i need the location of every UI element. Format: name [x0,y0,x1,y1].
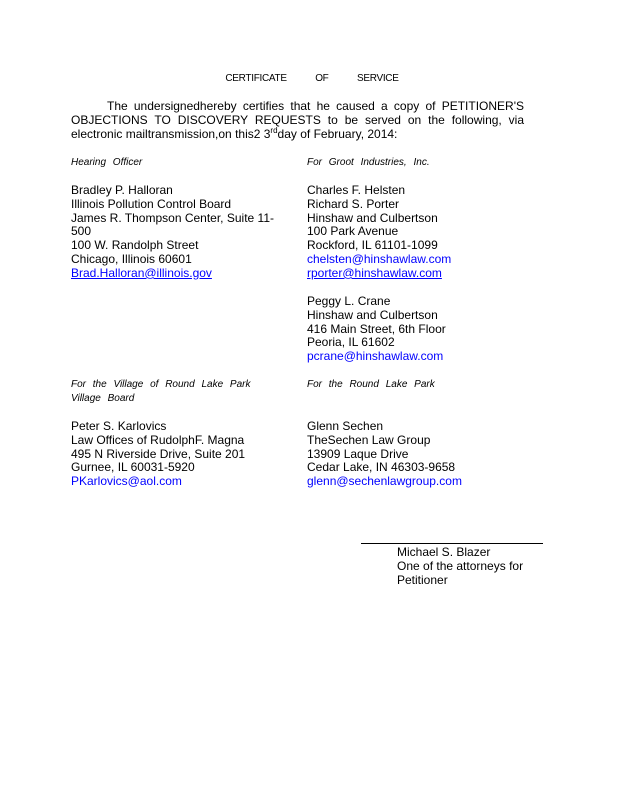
signature-line [361,543,543,544]
certificate-title: CERTIFICATE OF SERVICE [225,73,399,84]
hearing-officer-name: Bradley P. Halloran [71,183,173,197]
pkarlovics-email-link[interactable]: PKarlovics@aol.com [71,474,182,489]
village-board-line: Peter S. Karlovics [71,419,167,433]
hearing-officer-heading: Hearing Officer [71,157,143,168]
groot-contact-2-line: Peoria, IL 61602 [307,335,395,350]
round-lake-park-heading: For the Round Lake Park [307,379,435,390]
hearing-officer-address [71,184,286,281]
groot-contact-1-line: Charles F. Helsten [307,183,406,197]
village-board-heading-line1: For the Village of Round Lake Park [71,379,251,390]
hearing-officer-email-link[interactable]: Brad.Halloran@illinois.gov [71,265,212,280]
glenn-email-link[interactable]: glenn@sechenlawgroup.com [307,474,462,489]
groot-contact-1-line: 100 Park Avenue [307,224,399,239]
groot-contact-2-line: 416 Main Street, 6th Floor [307,321,446,336]
round-lake-park-line: Glenn Sechen [307,419,384,433]
groot-contact-1-line: Rockford, IL 61101-1099 [307,238,438,253]
village-board-heading [71,378,286,406]
village-board-heading-line2: Village Board [71,393,135,404]
intro-text-end: day of February, 2014: [277,127,398,141]
round-lake-park-line: Cedar Lake, IN 46303-9658 [307,460,456,475]
hearing-officer-building: James R. Thompson Center, Suite 11-500 [71,210,274,239]
hearing-officer-street: 100 W. Randolph Street [71,238,199,253]
groot-contact-2-line: Hinshaw and Culbertson [307,307,438,322]
chelsten-email-link[interactable]: chelsten@hinshawlaw.com [307,251,452,266]
pcrane-email-link[interactable]: pcrane@hinshawlaw.com [307,349,444,364]
village-board-line: Law Offices of RudolphF. Magna [71,432,245,447]
intro-ordinal-suffix: rd [270,126,278,135]
signer-role-line1: One of the attorneys for [397,559,524,573]
hearing-officer-city: Chicago, Illinois 60601 [71,251,192,266]
intro-text: The undersignedhereby certifies that he caused a copy of PETITIONER'S OBJECTIONS TO DISCOVERY REQUESTS to be served on the following, via electronic mailtransmission,on this2 3 [71,99,524,141]
village-board-line: 495 N Riverside Drive, Suite 201 [71,446,246,461]
groot-contact-2 [307,295,522,364]
groot-heading: For Groot Industries, Inc. [307,157,430,168]
village-board-address [71,420,286,489]
rporter-email-link[interactable]: rporter@hinshawlaw.com [307,265,442,280]
round-lake-park-line: 13909 Laque Drive [307,446,409,461]
groot-contact-1-line: Richard S. Porter [307,196,400,211]
signer-role-line2: Petitioner [397,573,448,587]
hearing-officer-org: Illinois Pollution Control Board [71,196,232,211]
round-lake-park-line: TheSechen Law Group [307,432,431,447]
signer-name: Michael S. Blazer [397,545,491,559]
signature-block [397,545,523,587]
groot-contact-2-line: Peggy L. Crane [307,294,391,308]
village-board-line: Gurnee, IL 60031-5920 [71,460,195,475]
intro-paragraph [71,99,524,141]
groot-contact-1 [307,184,522,281]
groot-contact-1-line: Hinshaw and Culbertson [307,210,438,225]
round-lake-park-address [307,420,522,489]
